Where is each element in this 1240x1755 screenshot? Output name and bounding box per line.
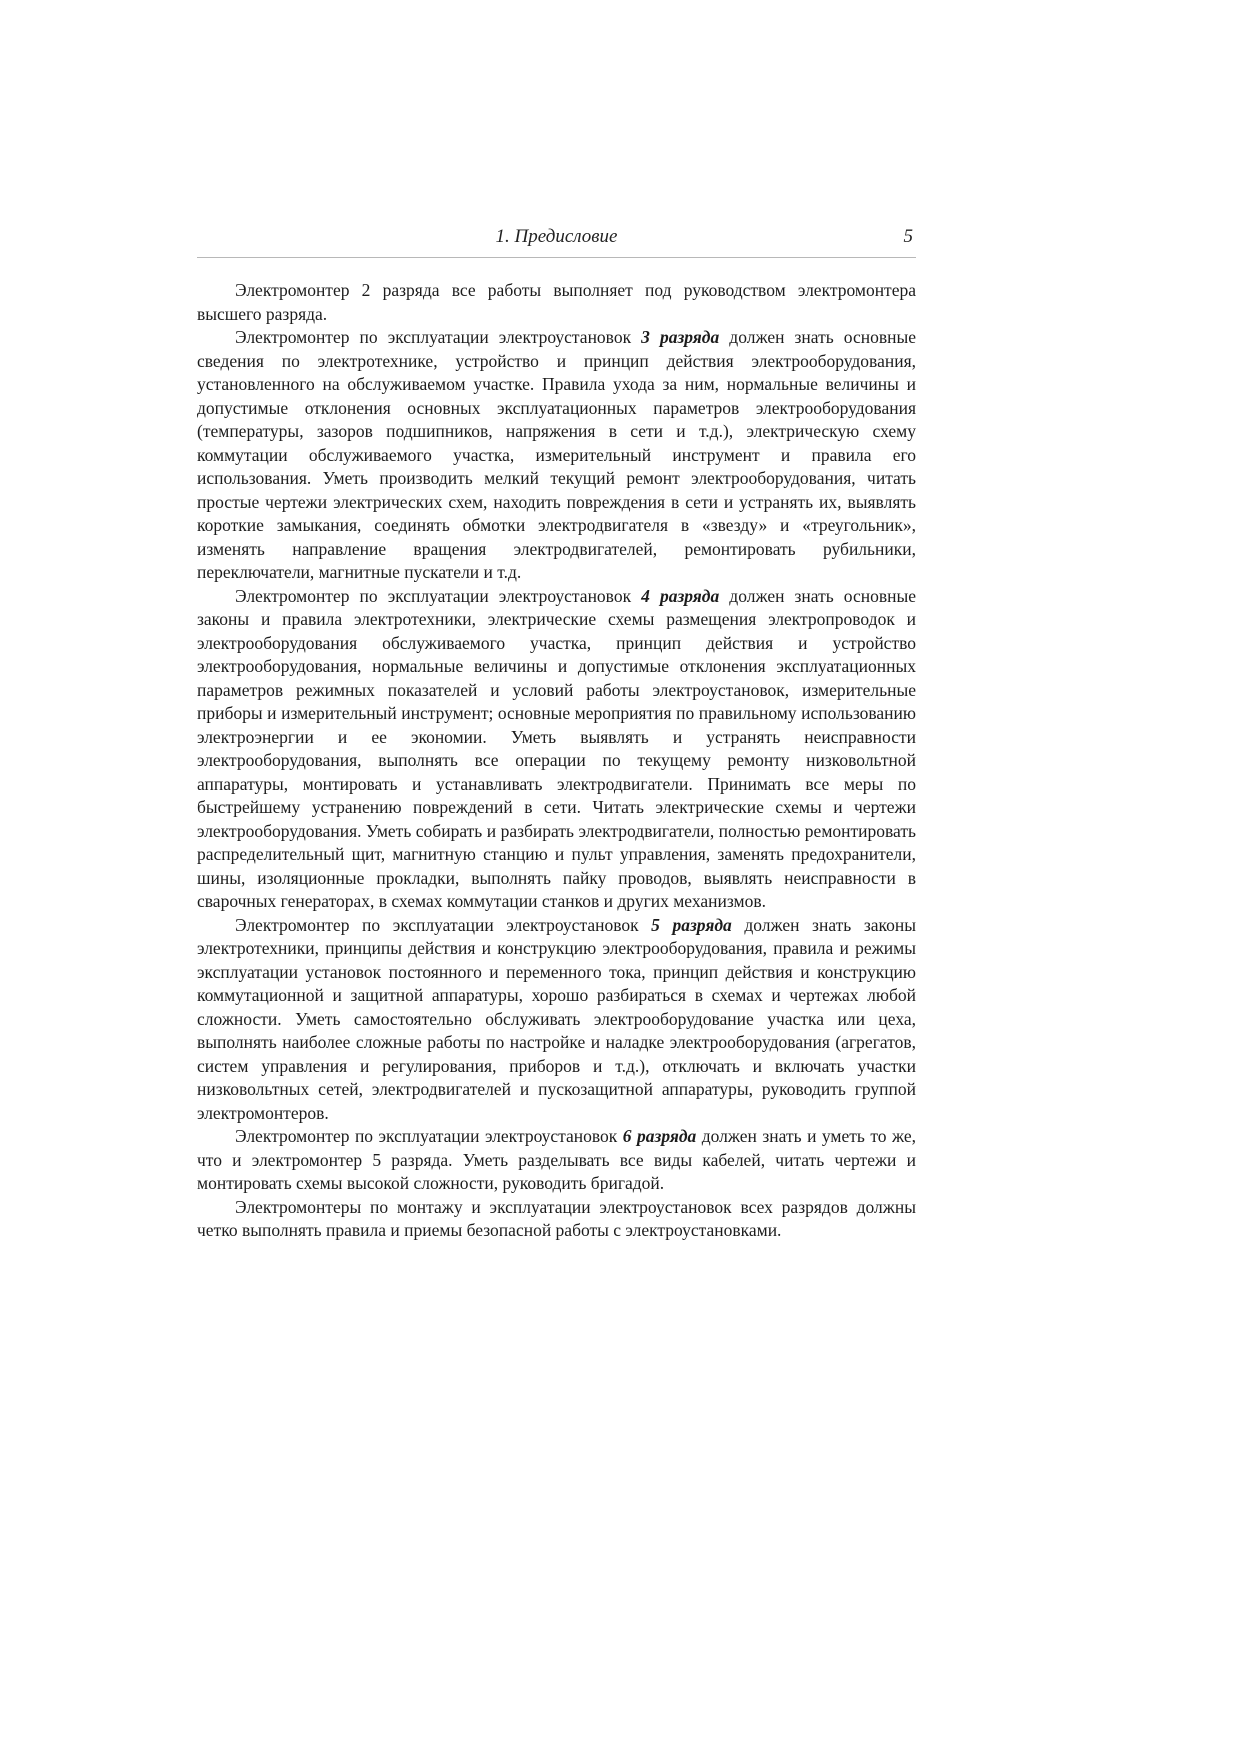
grade-emphasis: 6 разряда xyxy=(622,1126,697,1146)
paragraph-text: Электромонтер по эксплуатации электроустановок xyxy=(235,327,642,347)
paragraph xyxy=(197,1196,916,1243)
page-body xyxy=(197,279,916,1243)
paragraph-text: Электромонтеры по монтажу и эксплуатации электроустановок всех разрядов должны четко выполнять правила и приемы безопасной работы с электроустановками. xyxy=(197,1196,916,1240)
paragraph xyxy=(197,585,916,914)
page-number: 5 xyxy=(903,226,913,247)
paragraph xyxy=(197,1125,916,1196)
paragraph-text: должен знать и уметь то же, что и электромонтер 5 разряда. Уметь разделывать все виды кабелей, читать чертежи и монтировать схемы высокой сложности, руководить бригадой. xyxy=(197,1126,916,1193)
paragraph xyxy=(197,326,916,585)
grade-emphasis: 4 разряда xyxy=(641,585,720,606)
page-column xyxy=(197,226,916,1243)
grade-emphasis: 5 разряда xyxy=(651,914,732,935)
paragraph-text: Электромонтер по эксплуатации электроустановок xyxy=(235,585,642,606)
paragraph-text: должен знать основные законы и правила электротехники, электрические схемы размещения электропроводок и электрооборудования обслуживаемого участка, принцип действия и устройство электрооборудования, нормальные величины и допустимые отклонения эксплуатационных параметров режимных показателей и условий работы электроустановок, измерительные приборы и измерительный инструмент; основные мероприятия по правильному использованию электроэнергии и ее экономии. Уметь выявлять и устранять неисправности электрооборудования, выполнять все операции по текущему ремонту низковольтной аппаратуры, монтировать и устанавливать электродвигатели. Принимать все меры по быстрейшему устранению повреждений в сети. Читать электрические схемы и чертежи электрооборудования. Уметь собирать и разбирать электродвигатели, полностью ремонтировать распределительный щит, магнитную станцию и пульт управления, заменять предохранители, шины, изоляционные прокладки, выполнять пайку проводов, выявлять неисправности в сварочных генераторах, в схемах коммутации станков и других механизмов. xyxy=(197,585,917,911)
paragraph-text: должен знать основные сведения по электротехнике, устройство и принцип действия электрооборудования, установленного на обслуживаемом участке. Правила ухода за ним, нормальные величины и допустимые отклонения основных эксплуатационных параметров электрооборудования (температуры, зазоров подшипников, напряжения в сети и т.д.), электрическую схему коммутации обслуживаемого участка, измерительный инструмент и правила его использования. Уметь производить мелкий текущий ремонт электрооборудования, читать простые чертежи электрических схем, находить повреждения в сети и устранять их, выявлять короткие замыкания, соединять обмотки электродвигателя в «звезду» и «треугольник», изменять направление вращения электродвигателей, ремонтировать рубильники, переключатели, магнитные пускатели и т.д. xyxy=(197,327,917,582)
paragraph-text: Электромонтер 2 разряда все работы выполняет под руководством электромонтера высшего разряда. xyxy=(197,280,916,324)
running-head xyxy=(197,226,916,258)
grade-emphasis: 3 разряда xyxy=(641,327,720,347)
paragraph-text: Электромонтер по эксплуатации электроустановок xyxy=(235,1126,623,1146)
paragraph xyxy=(197,279,916,326)
chapter-title: 1. Предисловие xyxy=(495,226,618,247)
paragraph xyxy=(197,914,916,1126)
paragraph-text: Электромонтер по эксплуатации электроустановок xyxy=(235,914,652,935)
paragraph-text: должен знать законы электротехники, принципы действия и конструкцию электрооборудования, правила и режимы эксплуатации установок постоянного и переменного тока, принцип действия и конструкцию коммутационной и защитной аппаратуры, хорошо разбираться в схемах и чертежах любой сложности. Уметь самостоятельно обслуживать электрооборудование участка или цеха, выполнять наиболее сложные работы по настройке и наладке электрооборудования (агрегатов, систем управления и регулирования, приборов и т.д.), отключать и включать участки низковольтных сетей, электродвигателей и пускозащитной аппаратуры, руководить группой электромонтеров. xyxy=(197,914,916,1123)
